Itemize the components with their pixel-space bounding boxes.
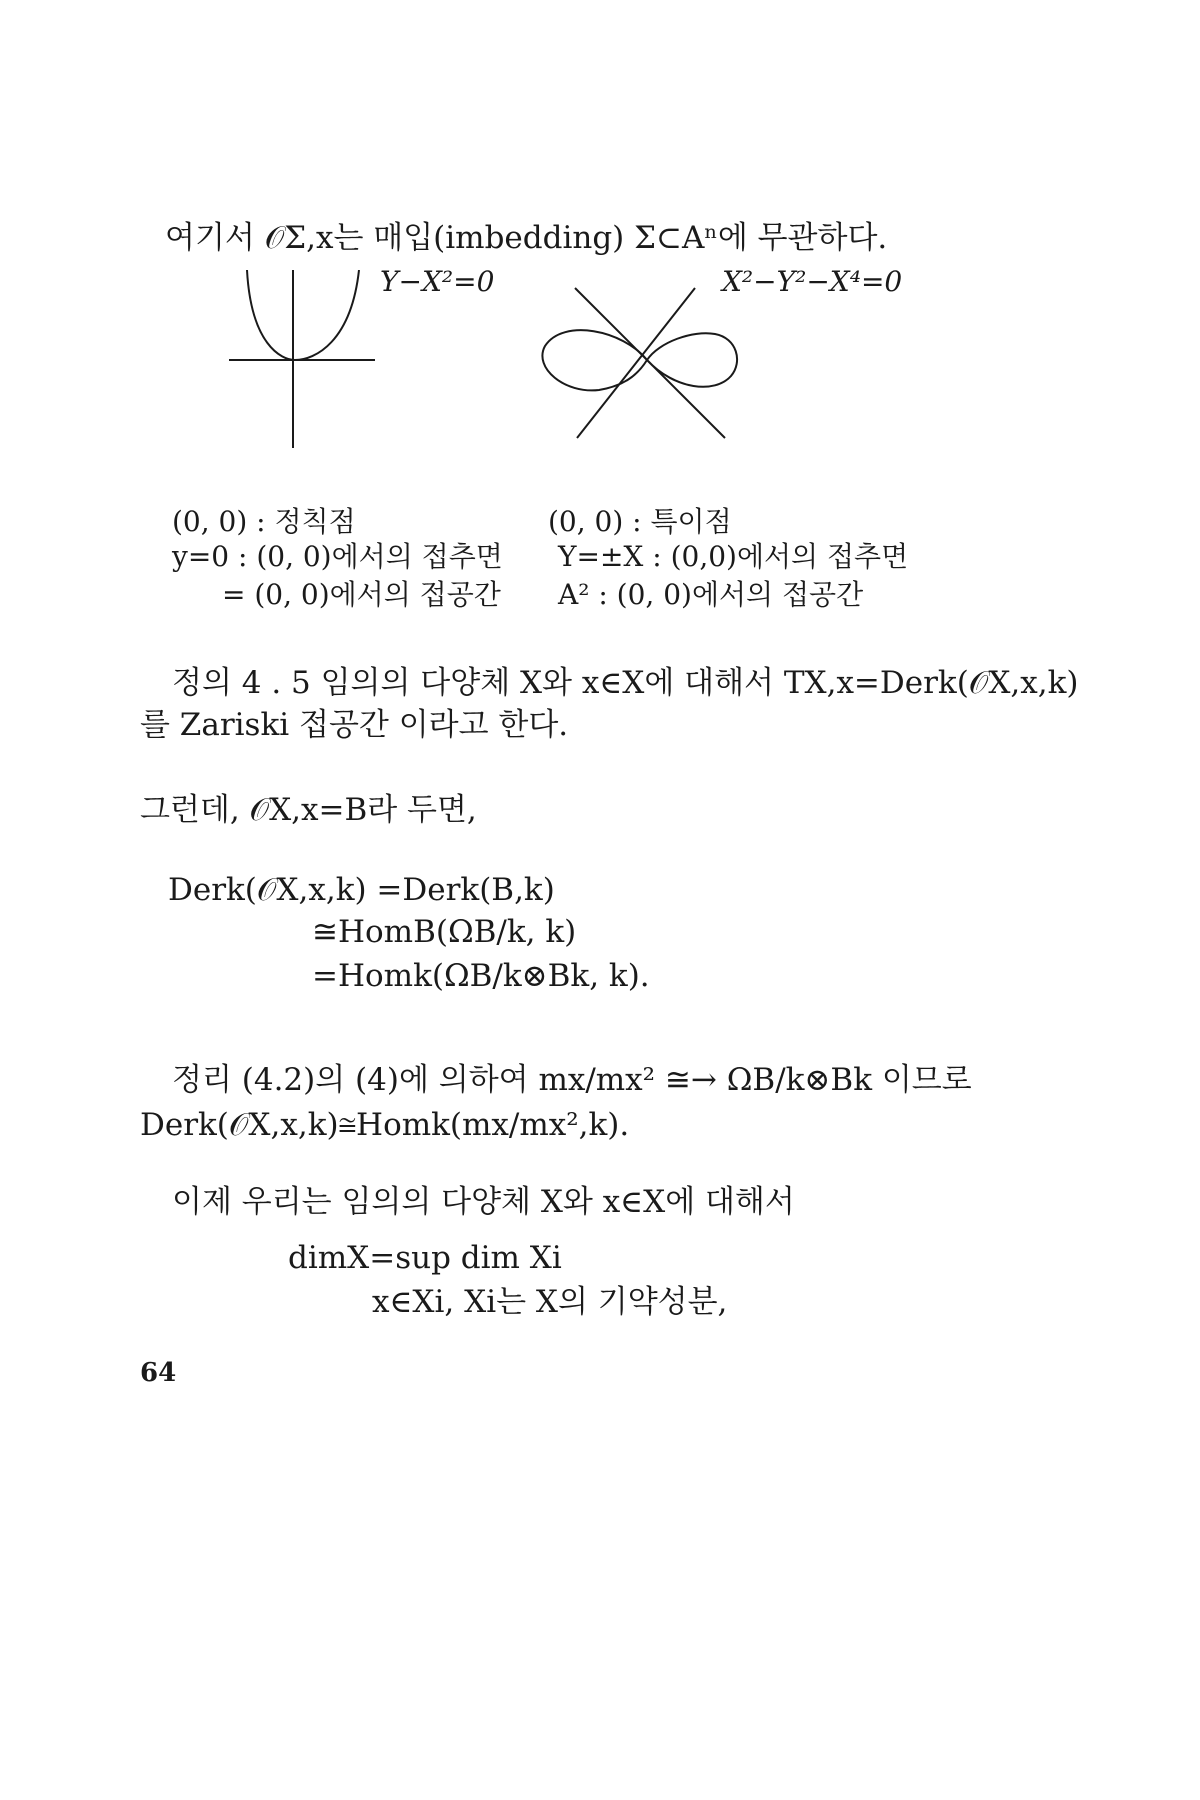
intro-line: 여기서 𝒪Σ,x는 매입(imbedding) Σ⊂Aⁿ에 무관하다. [165, 220, 888, 256]
equation-2: ≅HomB(ΩB/k, k) [312, 914, 577, 950]
equation-1: Derk(𝒪X,x,k) =Derk(B,k) [168, 872, 555, 908]
left-equation-label: Y−X²=0 [380, 265, 495, 298]
theorem-line-1: 정리 (4.2)의 (4)에 의하여 mx/mx² ≅→ ΩB/k⊗Bk 이므로 [172, 1062, 972, 1098]
theorem-line-2: Derk(𝒪X,x,k)≅Homk(mx/mx²,k). [140, 1107, 630, 1143]
page-number: 64 [140, 1358, 177, 1388]
dimension-definition-line-1: dimX=sup dim Xi [288, 1240, 562, 1276]
equation-3: =Homk(ΩB/k⊗Bk, k). [312, 958, 650, 994]
left-caption-line-1: (0, 0) : 정칙점 [172, 505, 356, 538]
definition-line-2: 를 Zariski 접공간 이라고 한다. [140, 707, 569, 743]
right-caption-line-1: (0, 0) : 특이점 [548, 505, 732, 538]
parabola-curve [247, 270, 359, 360]
lemniscate-path [542, 330, 737, 390]
right-caption-line-3: A² : (0, 0)에서의 접공간 [558, 578, 864, 611]
right-equation-label: X²−Y²−X⁴=0 [722, 265, 903, 298]
then-line: 그런데, 𝒪X,x=B라 두면, [140, 792, 477, 828]
definition-line-1: 정의 4 . 5 임의의 다양체 X와 x∈X에 대해서 TX,x=Derk(𝒪X,x,k) [172, 665, 1079, 701]
dimension-definition-line-2: x∈Xi, Xi는 X의 기약성분, [372, 1284, 728, 1320]
tangent-line-2 [577, 288, 695, 438]
right-caption-line-2: Y=±X : (0,0)에서의 접추면 [558, 540, 909, 573]
left-caption-line-3: = (0, 0)에서의 접공간 [222, 578, 501, 611]
now-line: 이제 우리는 임의의 다양체 X와 x∈X에 대해서 [172, 1184, 795, 1220]
left-caption-line-2: y=0 : (0, 0)에서의 접추면 [172, 540, 503, 573]
parabola-figure [225, 270, 545, 500]
figure-eight-curve [525, 278, 785, 468]
